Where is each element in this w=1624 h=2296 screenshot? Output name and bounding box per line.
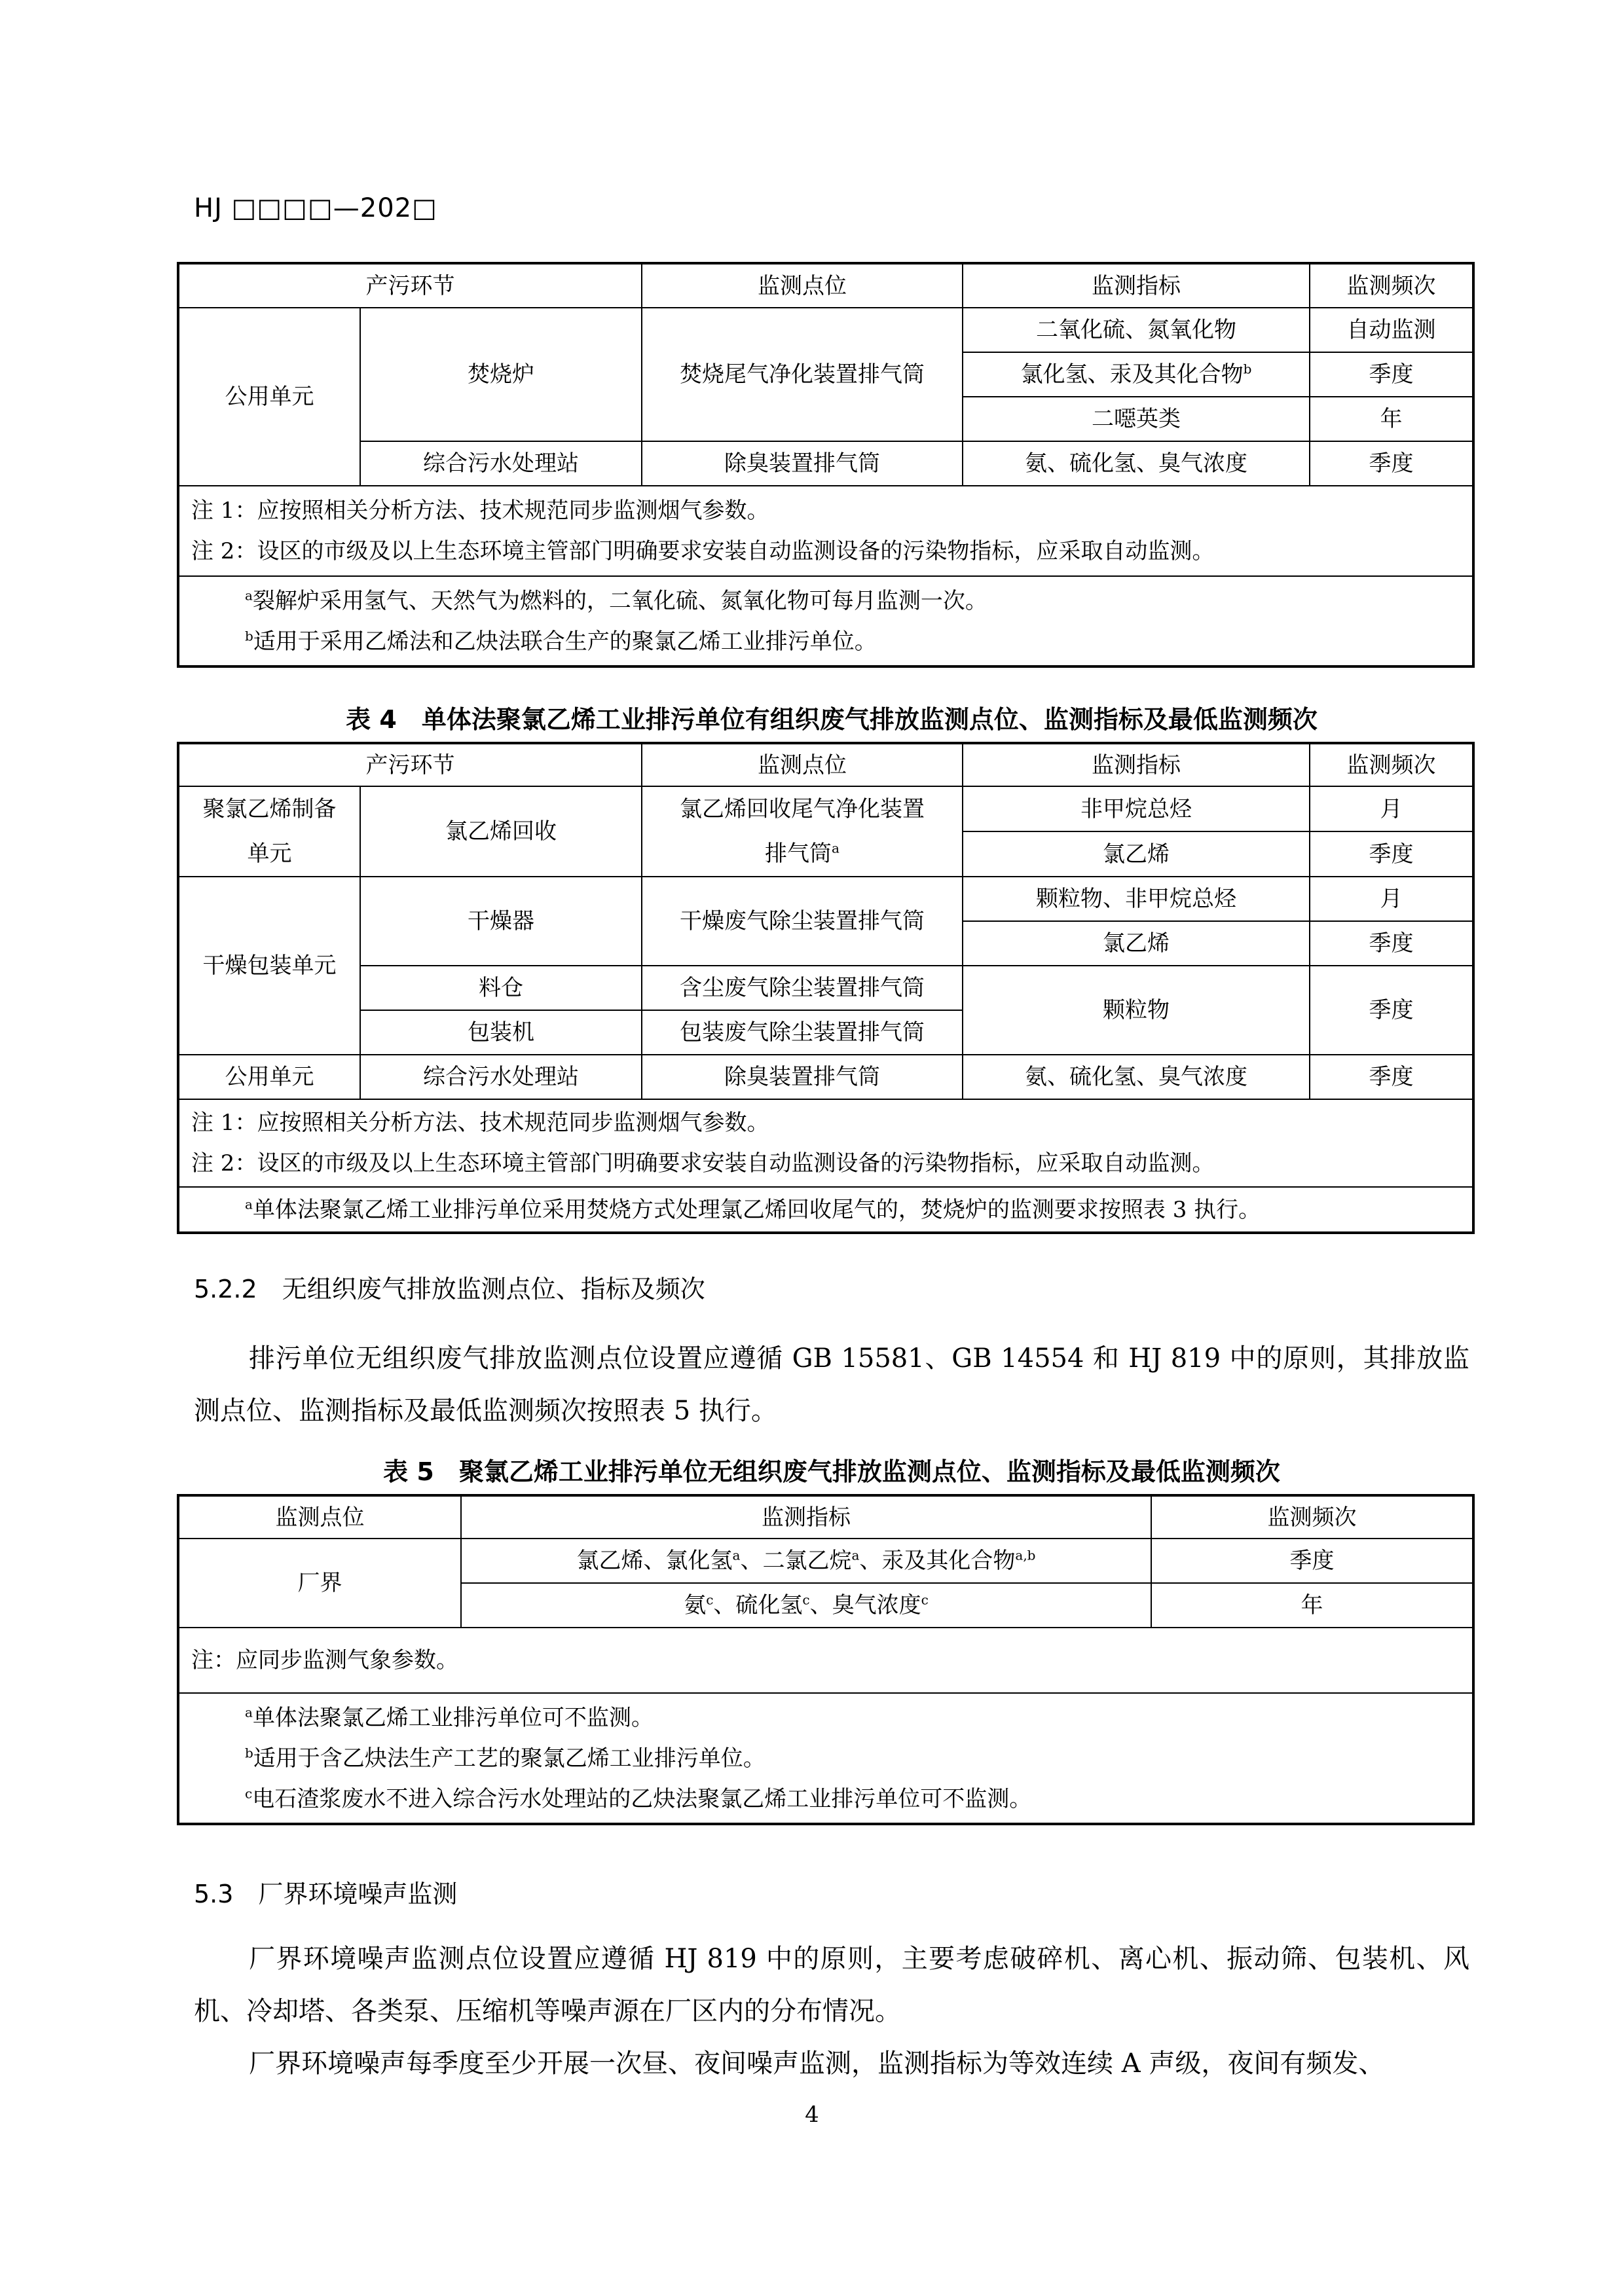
note-1: 注 1：应按照相关分析方法、技术规范同步监测烟气参数。 xyxy=(191,1110,769,1136)
table-4-caption: 表 4 单体法聚氯乙烯工业排污单位有组织废气排放监测点位、监测指标及最低监测频次 xyxy=(346,705,1318,734)
footnote-ref: b xyxy=(1243,361,1252,377)
indicator-cell xyxy=(963,352,1310,397)
point-text: 排气筒 xyxy=(765,841,832,867)
col-header: 监测频次 xyxy=(1151,1495,1473,1539)
footnote-ref: a xyxy=(832,840,840,856)
footnote-ref: a xyxy=(851,1547,860,1563)
frequency-cell: 年 xyxy=(1310,397,1473,441)
footnote-ref: a,b xyxy=(1015,1547,1036,1563)
note-2: 注 2：设区的市级及以上生态环境主管部门明确要求安装自动监测设备的污染物指标，应采取自动监测。 xyxy=(191,1150,1215,1176)
footnotes-cell xyxy=(178,576,1473,666)
indicator-cell: 颗粒物 xyxy=(963,966,1310,1055)
footnote-mark: b xyxy=(245,1745,253,1761)
col-header: 产污环节 xyxy=(178,263,642,308)
point-cell: 含尘废气除尘装置排气筒 xyxy=(642,966,963,1010)
notes-cell xyxy=(178,486,1473,576)
indicator-text: 、二氯乙烷 xyxy=(740,1548,852,1574)
indicator-cell: 二噁英类 xyxy=(963,397,1310,441)
footnotes-cell xyxy=(178,1187,1473,1233)
footnote-text: 电石渣浆废水不进入综合污水处理站的乙炔法聚氯乙烯工业排污单位可不监测。 xyxy=(252,1785,1032,1812)
table-row xyxy=(178,1539,1473,1583)
process-cell: 氯乙烯回收 xyxy=(360,786,642,877)
indicator-cell: 氨、硫化氢、臭气浓度 xyxy=(963,441,1310,486)
process-cell: 综合污水处理站 xyxy=(360,1055,642,1099)
section-heading-5-3: 5.3 厂界环境噪声监测 xyxy=(194,1880,458,1908)
footnote-ref: c xyxy=(706,1592,714,1608)
footnote-text: 适用于采用乙烯法和乙炔法联合生产的聚氯乙烯工业排污单位。 xyxy=(253,628,877,655)
footnote-a xyxy=(245,1190,1468,1230)
frequency-cell: 季度 xyxy=(1310,1055,1473,1099)
indicator-text: 氨 xyxy=(684,1592,707,1618)
frequency-cell: 月 xyxy=(1310,877,1473,921)
frequency-cell: 自动监测 xyxy=(1310,308,1473,352)
frequency-cell: 季度 xyxy=(1310,441,1473,486)
footnote-text: 单体法聚氯乙烯工业排污单位可不监测。 xyxy=(252,1704,654,1731)
notes-cell: 注：应同步监测气象参数。 xyxy=(178,1628,1473,1693)
table-5-caption: 表 5 聚氯乙烯工业排污单位无组织废气排放监测点位、监测指标及最低监测频次 xyxy=(383,1457,1280,1486)
table-3 xyxy=(177,262,1475,668)
indicator-text: 、硫化氢 xyxy=(713,1592,803,1618)
unit-line: 单元 xyxy=(247,841,292,867)
table-row xyxy=(178,441,1473,486)
notes-row xyxy=(178,486,1473,576)
unit-cell xyxy=(178,786,360,877)
footnote-b xyxy=(245,621,1468,662)
footnote-ref: c xyxy=(921,1592,929,1608)
footnotes-cell xyxy=(178,1693,1473,1824)
footnote-mark: c xyxy=(245,1785,253,1802)
table-row xyxy=(178,877,1473,921)
process-cell: 料仓 xyxy=(360,966,642,1010)
footnote-a xyxy=(245,581,1468,621)
page-number: 4 xyxy=(805,2102,819,2128)
point-cell xyxy=(642,786,963,877)
col-header: 监测频次 xyxy=(1310,743,1473,786)
table-header-row xyxy=(178,263,1473,308)
frequency-cell: 季度 xyxy=(1151,1539,1473,1583)
point-line: 氯乙烯回收尾气净化装置 xyxy=(680,796,925,822)
footnote-c xyxy=(245,1779,1468,1819)
point-cell: 焚烧尾气净化装置排气筒 xyxy=(642,308,963,441)
paragraph: 排污单位无组织废气排放监测点位设置应遵循 GB 15581、GB 14554 和 HJ 819 中的原则，其排放监测点位、监测指标及最低监测频次按照表 5 执行。 xyxy=(194,1343,1469,1426)
point-cell: 干燥废气除尘装置排气筒 xyxy=(642,877,963,966)
table-header-row xyxy=(178,1495,1473,1539)
unit-cell: 干燥包装单元 xyxy=(178,877,360,1055)
point-cell: 除臭装置排气筒 xyxy=(642,1055,963,1099)
indicator-text: 、汞及其化合物 xyxy=(859,1548,1016,1574)
table-4 xyxy=(177,742,1475,1234)
document-header: HJ □□□□—202□ xyxy=(194,193,437,223)
indicator-cell xyxy=(461,1539,1151,1583)
footnotes-row xyxy=(178,1187,1473,1233)
col-header: 产污环节 xyxy=(178,743,642,786)
col-header: 监测指标 xyxy=(461,1495,1151,1539)
indicator-cell xyxy=(461,1583,1151,1628)
table-row xyxy=(178,1055,1473,1099)
section-heading-5-2-2: 5.2.2 无组织废气排放监测点位、指标及频次 xyxy=(194,1275,705,1303)
unit-line: 聚氯乙烯制备 xyxy=(202,796,337,822)
table-header-row xyxy=(178,743,1473,786)
point-line xyxy=(646,831,958,876)
notes-cell xyxy=(178,1099,1473,1187)
paragraph: 厂界环境噪声监测点位设置应遵循 HJ 819 中的原则，主要考虑破碎机、离心机、振动筛、包装机、风机、冷却塔、各类泵、压缩机等噪声源在厂区内的分布情况。 xyxy=(194,1944,1469,2026)
indicator-cell: 非甲烷总烃 xyxy=(963,786,1310,831)
unit-cell: 公用单元 xyxy=(178,308,360,486)
unit-cell: 公用单元 xyxy=(178,1055,360,1099)
note-1: 注 1：应按照相关分析方法、技术规范同步监测烟气参数。 xyxy=(191,498,769,524)
footnote-mark: b xyxy=(245,628,253,644)
indicator-cell: 颗粒物、非甲烷总烃 xyxy=(963,877,1310,921)
notes-row xyxy=(178,1099,1473,1187)
footnote-mark: a xyxy=(245,587,253,604)
process-cell: 包装机 xyxy=(360,1010,642,1055)
process-cell: 焚烧炉 xyxy=(360,308,642,441)
footnote-a xyxy=(245,1698,1468,1738)
indicator-cell: 氯乙烯 xyxy=(963,831,1310,877)
indicator-cell: 氯乙烯 xyxy=(963,921,1310,966)
paragraph: 厂界环境噪声每季度至少开展一次昼、夜间噪声监测，监测指标为等效连续 A 声级，夜间有频发、 xyxy=(249,2049,1385,2079)
frequency-cell: 季度 xyxy=(1310,352,1473,397)
col-header: 监测指标 xyxy=(963,263,1310,308)
footnote-ref: c xyxy=(802,1592,810,1608)
frequency-cell: 季度 xyxy=(1310,831,1473,877)
indicator-text: 氯乙烯、氯化氢 xyxy=(576,1548,733,1574)
indicator-text: 、臭气浓度 xyxy=(809,1592,921,1618)
col-header: 监测指标 xyxy=(963,743,1310,786)
table-row xyxy=(178,308,1473,352)
point-cell: 包装废气除尘装置排气筒 xyxy=(642,1010,963,1055)
note-2: 注 2：设区的市级及以上生态环境主管部门明确要求安装自动监测设备的污染物指标，应采取自动监测。 xyxy=(191,538,1215,564)
indicator-cell: 二氧化硫、氮氧化物 xyxy=(963,308,1310,352)
footnote-text: 适用于含乙炔法生产工艺的聚氯乙烯工业排污单位。 xyxy=(253,1745,766,1772)
table-row xyxy=(178,786,1473,831)
table-5 xyxy=(177,1494,1475,1825)
table-row xyxy=(178,966,1473,1010)
footnotes-row xyxy=(178,1693,1473,1824)
process-cell: 干燥器 xyxy=(360,877,642,966)
footnote-ref: a xyxy=(732,1547,741,1563)
footnote-b xyxy=(245,1738,1468,1779)
frequency-cell: 月 xyxy=(1310,786,1473,831)
footnotes-row xyxy=(178,576,1473,666)
footnote-mark: a xyxy=(245,1704,253,1721)
point-cell: 除臭装置排气筒 xyxy=(642,441,963,486)
col-header: 监测点位 xyxy=(178,1495,461,1539)
frequency-cell: 季度 xyxy=(1310,966,1473,1055)
indicator-text: 氯化氢、汞及其化合物 xyxy=(1020,361,1244,388)
point-cell: 厂界 xyxy=(178,1539,461,1628)
process-cell: 综合污水处理站 xyxy=(360,441,642,486)
indicator-cell: 氨、硫化氢、臭气浓度 xyxy=(963,1055,1310,1099)
notes-row xyxy=(178,1628,1473,1693)
frequency-cell: 年 xyxy=(1151,1583,1473,1628)
footnote-mark: a xyxy=(245,1196,253,1212)
col-header: 监测点位 xyxy=(642,263,963,308)
frequency-cell: 季度 xyxy=(1310,921,1473,966)
col-header: 监测频次 xyxy=(1310,263,1473,308)
col-header: 监测点位 xyxy=(642,743,963,786)
footnote-text: 裂解炉采用氢气、天然气为燃料的，二氧化硫、氮氧化物可每月监测一次。 xyxy=(252,587,987,614)
footnote-text: 单体法聚氯乙烯工业排污单位采用焚烧方式处理氯乙烯回收尾气的，焚烧炉的监测要求按照表 3 执行。 xyxy=(252,1196,1261,1223)
